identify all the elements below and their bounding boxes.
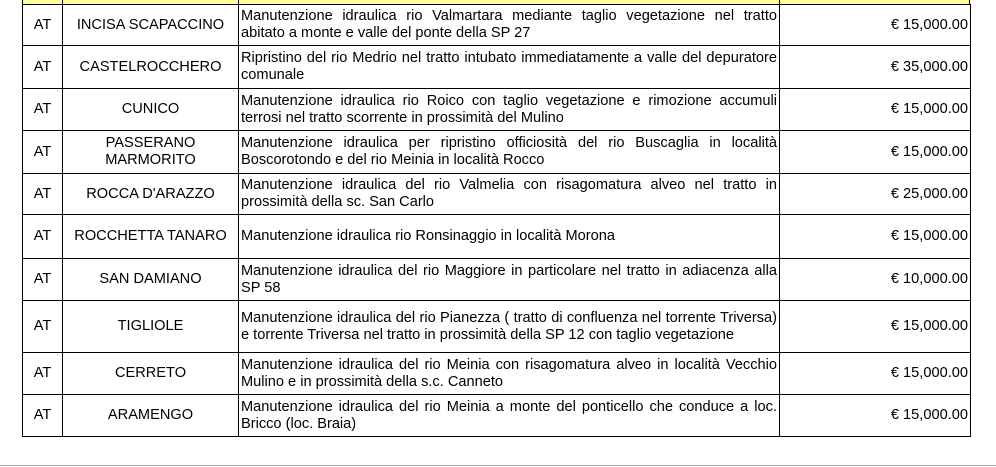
municipality-cell: CASTELROCCHERO [63,46,239,89]
municipality-cell: TIGLIOLE [63,301,239,353]
description-cell: Manutenzione idraulica del rio Meinia a monte del ponticello che conduce a loc. Bricco (loc. Braia) [239,395,780,437]
table-row [23,395,971,437]
amount-cell: € 35,000.00 [780,46,971,89]
province-cell: AT [23,353,63,395]
table-row [23,46,971,89]
amount-cell: € 15,000.00 [780,353,971,395]
table-body [23,5,971,437]
municipality-cell: ARAMENGO [63,395,239,437]
municipality-cell: CUNICO [63,89,239,131]
interventions-table [22,4,971,437]
description-cell: Manutenzione idraulica del rio Meinia con risagomatura alveo in località Vecchio Mulino e in prossimità della s.c. Canneto [239,353,780,395]
description-cell: Manutenzione idraulica del rio Valmelia con risagomatura alveo nel tratto in prossimità della sc. San Carlo [239,174,780,215]
province-cell: AT [23,259,63,301]
municipality-cell: SAN DAMIANO [63,259,239,301]
table-row [23,301,971,353]
province-cell: AT [23,46,63,89]
amount-cell: € 10,000.00 [780,259,971,301]
province-cell: AT [23,301,63,353]
province-cell: AT [23,215,63,259]
description-cell: Manutenzione idraulica del rio Maggiore in particolare nel tratto in adiacenza alla SP 58 [239,259,780,301]
description-cell: Manutenzione idraulica rio Valmartara mediante taglio vegetazione nel tratto abitato a monte e valle del ponte della SP 27 [239,5,780,46]
amount-cell: € 15,000.00 [780,395,971,437]
description-cell: Manutenzione idraulica rio Ronsinaggio in località Morona [239,215,780,259]
province-cell: AT [23,89,63,131]
amount-cell: € 15,000.00 [780,5,971,46]
table-row [23,215,971,259]
table-row [23,353,971,395]
province-cell: AT [23,395,63,437]
table-row [23,131,971,174]
municipality-cell: ROCCHETTA TANARO [63,215,239,259]
amount-cell: € 25,000.00 [780,174,971,215]
table-row [23,89,971,131]
description-cell: Manutenzione idraulica rio Roico con taglio vegetazione e rimozione accumuli terrosi nel tratto scorrente in prossimità del Mulino [239,89,780,131]
amount-cell: € 15,000.00 [780,215,971,259]
municipality-cell: ROCCA D'ARAZZO [63,174,239,215]
description-cell: Manutenzione idraulica del rio Pianezza ( tratto di confluenza nel torrente Triversa) e torrente Triversa nel tratto in prossimità della SP 12 con taglio vegetazione [239,301,780,353]
table-row [23,174,971,215]
page-bottom-line [0,465,996,466]
municipality-cell: CERRETO [63,353,239,395]
province-cell: AT [23,131,63,174]
municipality-cell: PASSERANO MARMORITO [63,131,239,174]
description-cell: Ripristino del rio Medrio nel tratto intubato immediatamente a valle del depuratore comunale [239,46,780,89]
amount-cell: € 15,000.00 [780,301,971,353]
province-cell: AT [23,5,63,46]
table-row [23,259,971,301]
amount-cell: € 15,000.00 [780,131,971,174]
description-cell: Manutenzione idraulica per ripristino officiosità del rio Buscaglia in località Boscorotondo e del rio Meinia in località Rocco [239,131,780,174]
amount-cell: € 15,000.00 [780,89,971,131]
province-cell: AT [23,174,63,215]
municipality-cell: INCISA SCAPACCINO [63,5,239,46]
table-row [23,5,971,46]
